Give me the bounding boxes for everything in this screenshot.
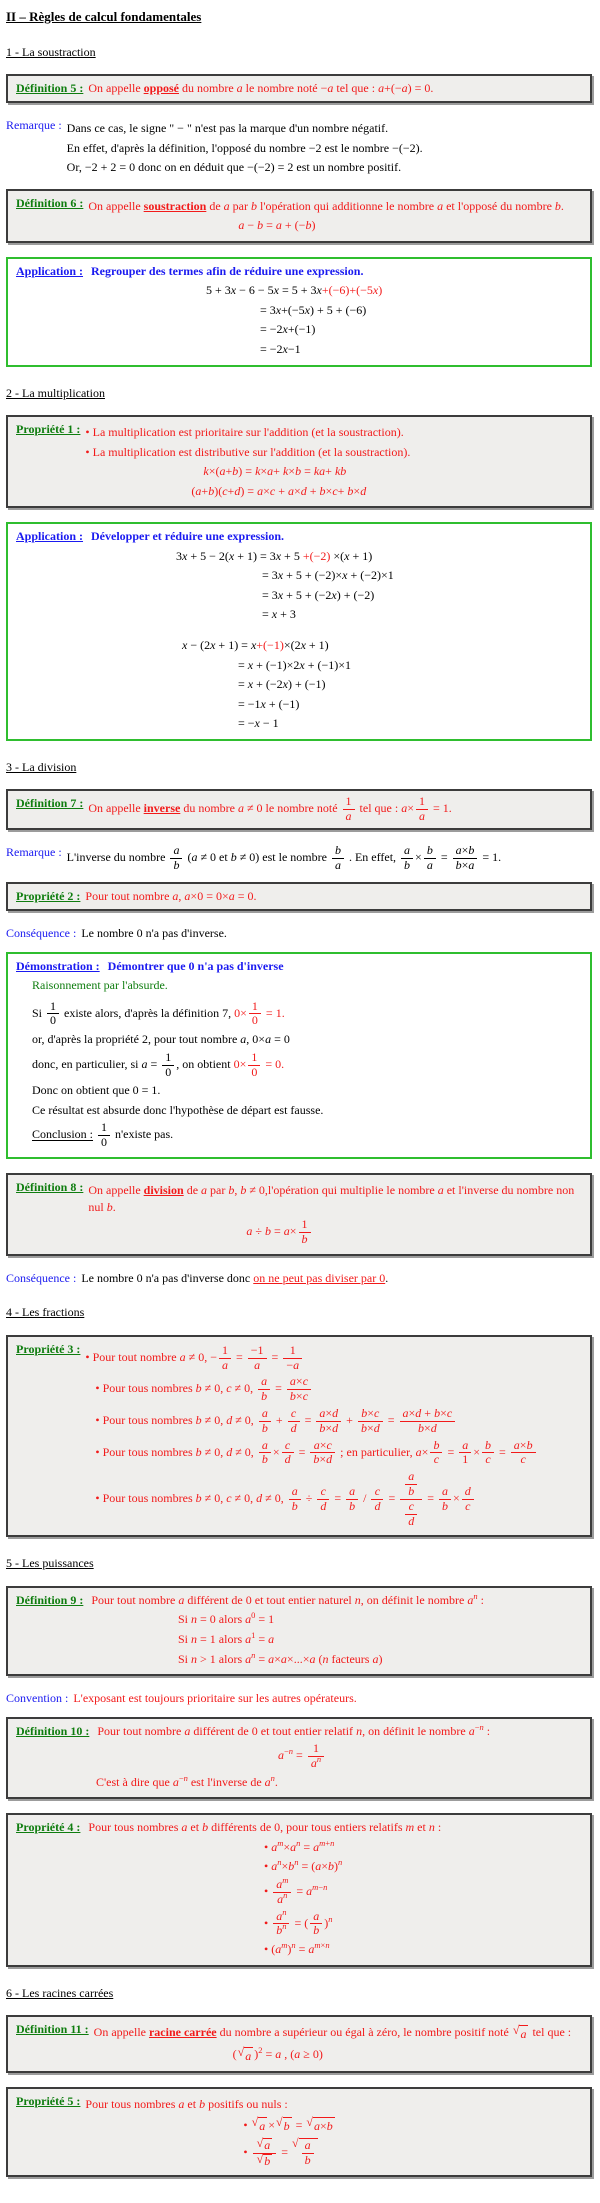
math-line: Si n = 0 alors $a^0 = 1$ — [178, 1610, 275, 1627]
math-line: C'est à dire que $a^{-n}$ est l'inverse de $a^n$. — [96, 1772, 278, 1789]
math-line: • Pour tout nombre a ≠ 0, − $\frac{1}{a}$ = $\frac{-1}{a}$ = $\frac{1}{-a}$ — [85, 1344, 582, 1373]
math-line: Pour tous nombres a et b positifs ou nuls : — [85, 2097, 288, 2112]
definition-6-box — [6, 189, 592, 243]
math-line: = 3x + 5 + (−2)×x + (−2)×1 — [262, 568, 394, 583]
math-line: • $\frac{a^m}{a^n}$ = $a^{m-n}$ — [264, 1875, 328, 1906]
remark-2-label: Remarque : — [6, 844, 62, 859]
math-line: On appelle soustraction de a par b l'opération qui additionne le nombre a et l'opposé du nombre b. — [88, 198, 564, 213]
remark-2-content: L'inverse du nombre $\frac{a}{b}$ (a ≠ 0 et b ≠ 0) est le nombre $\frac{b}{a}$ . En effet, $\frac{a}{b}$ × $\frac{b}{a}$ = $\frac{a\times b}{b\times a}$ = 1. — [66, 842, 502, 872]
property-3-box — [6, 1335, 592, 1538]
math-line: or, d'après la propriété 2, pour tout nombre a, 0×a = 0 — [32, 1032, 290, 1047]
convention-content: L'exposant est toujours prioritaire sur les autres opérateurs. — [73, 1691, 357, 1706]
math-line: • $a^m\times a^n = a^{m+n}$ — [264, 1837, 335, 1854]
property-2-box — [6, 882, 592, 911]
math-line: a − b = a + (−b) — [238, 218, 316, 233]
definition-11-label: Définition 11 : — [16, 2022, 89, 2037]
application-1-math — [16, 282, 582, 357]
property-4-rules — [16, 1839, 582, 1958]
math-line: En effet, d'après la définition, l'opposé du nombre −2 est le nombre −(−2). — [66, 140, 423, 155]
consequence-1 — [6, 925, 592, 942]
section-4-heading: 4 - Les fractions — [6, 1305, 85, 1320]
property-2-label: Propriété 2 : — [16, 889, 81, 904]
math-line: • √ a √ b = √ $\frac{a}{b}$ — [243, 2138, 582, 2169]
definition-10-body — [16, 1742, 582, 1790]
math-line: • La multiplication est distributive sur l'addition (et la soustraction). — [85, 444, 411, 459]
application-1-title: Regrouper des termes afin de réduire une expression. — [91, 263, 364, 278]
definition-5-box — [6, 74, 592, 103]
math-line: = −2x−1 — [260, 341, 301, 356]
section-3-heading: 3 - La division — [6, 759, 77, 774]
demonstration-label: Démonstration : — [16, 958, 100, 973]
demonstration-body — [16, 977, 582, 1150]
remark-1-content — [67, 117, 592, 179]
remark-1 — [6, 117, 592, 179]
section-1-heading: 1 - La soustraction — [6, 44, 96, 59]
definition-9-cases — [16, 1611, 582, 1667]
application-2-label: Application : — [16, 529, 84, 544]
property-5-content — [85, 2093, 582, 2171]
consequence-2-content: Le nombre 0 n'a pas d'inverse donc on ne peut pas diviser par 0. — [81, 1270, 389, 1285]
math-line: k×(a+b) = k×a+ k×b = ka+ kb — [203, 464, 347, 479]
application-1-title-row — [16, 263, 582, 280]
definition-7-label: Définition 7 : — [16, 796, 84, 811]
math-line: = 3x+(−5x) + 5 + (−6) — [260, 302, 367, 317]
math-line: = x + (−1)×2x + (−1)×1 — [238, 657, 352, 672]
definition-5-label: Définition 5 : — [16, 81, 84, 96]
application-2-math — [16, 548, 582, 732]
math-line: Si $\frac{1}{0}$ existe alors, d'après la définition 7, 0× $\frac{1}{0}$ = 1. — [32, 998, 285, 1028]
math-line: Si n > 1 alors $a^n = a\times a\times...\times a$ (n facteurs a) — [178, 1649, 383, 1666]
property-4-intro: Pour tous nombres a et b différents de 0, pour tous entiers relatifs m et n : — [88, 1820, 442, 1835]
math-line: • Pour tous nombres b ≠ 0, d ≠ 0, $\frac{a}{b}$ + $\frac{c}{d}$ = $\frac{a\times d}{b\times d}$ + $\frac{b\times c}{b\times d}$ = $\frac{a\times d + b\times c}{b\times d}$ — [95, 1407, 582, 1436]
definition-8-content — [88, 1179, 582, 1250]
math-line: • √ a × √ b = √ a×b — [243, 2115, 333, 2134]
math-line: a ÷ b = a× $\frac{1}{b}$ — [246, 1218, 582, 1247]
definition-10-intro: Pour tout nombre a différent de 0 et tout entier relatif n, on définit le nombre $a^{-n}$ : — [97, 1721, 491, 1738]
definition-9-box — [6, 1586, 592, 1676]
property-1-label: Propriété 1 : — [16, 422, 81, 437]
math-line: x − (2x + 1) = x+(−1)×(2x + 1) — [182, 637, 329, 652]
section-2-heading: 2 - La multiplication — [6, 385, 105, 400]
math-line: = x + (−2x) + (−1) — [238, 677, 326, 692]
section-6-heading: 6 - Les racines carrées — [6, 1985, 114, 2000]
math-line: • $\frac{a^n}{b^n}$ = ( $\frac{a}{b}$ )$^n$ — [264, 1906, 333, 1938]
math-line: • Pour tous nombres b ≠ 0, c ≠ 0, d ≠ 0, $\frac{a}{b}$ ÷ $\frac{c}{d}$ = $\frac{a}{b}$ / $\frac{c}{d}$ = $\frac{\frac{a}{b}}{\frac{c}{d}}$ = $\frac{a}{b}$ × $\frac{d}{c}$ — [95, 1470, 582, 1528]
page-title: II – Règles de calcul fondamentales — [6, 9, 202, 24]
math-line: 3x + 5 − 2(x + 1) = 3x + 5 +(−2) ×(x + 1) — [176, 548, 373, 563]
consequence-2 — [6, 1270, 592, 1287]
math-line: = −2x+(−1) — [260, 322, 316, 337]
definition-9-intro: Pour tout nombre a différent de 0 et tout entier naturel n, on définit le nombre $a^n$ : — [91, 1590, 484, 1607]
property-1-content — [85, 421, 582, 502]
math-line: = −x − 1 — [238, 716, 279, 731]
math-line: On appelle division de a par b, b ≠ 0,l'opération qui multiplie le nombre a et l'inverse du nombre non nul b. — [88, 1183, 575, 1214]
demonstration-title: Démontrer que 0 n'a pas d'inverse — [107, 958, 284, 973]
section-5-heading: 5 - Les puissances — [6, 1556, 94, 1571]
definition-7-content: On appelle inverse du nombre a ≠ 0 le nombre noté $\frac{1}{a}$ tel que : a× $\frac{1}{a}$ = 1. — [88, 794, 452, 824]
property-3-content — [85, 1341, 582, 1532]
definition-10-intro-row — [16, 1723, 582, 1740]
math-line: = x + 3 — [262, 607, 296, 622]
property-5-label: Propriété 5 : — [16, 2094, 81, 2109]
consequence-2-label: Conséquence : — [6, 1270, 77, 1285]
definition-10-label: Définition 10 : — [16, 1723, 90, 1738]
definition-8-box — [6, 1173, 592, 1256]
math-line: • $(a^m)^n = a^{m\times n}$ — [264, 1940, 330, 1957]
math-line: 5 + 3x − 6 − 5x = 5 + 3x+(−6)+(−5x) — [206, 283, 383, 298]
math-line: $a^{-n}$ = $\frac{1}{a^n}$ — [278, 1742, 582, 1771]
property-4-label: Propriété 4 : — [16, 1820, 81, 1835]
math-line: • $a^n\times b^n = (a\times b)^n$ — [264, 1857, 343, 1874]
definition-7-box — [6, 789, 592, 830]
property-4-intro-row — [16, 1819, 582, 1836]
math-line: Dans ce cas, le signe " − " n'est pas la marque d'un nombre négatif. — [66, 121, 389, 136]
math-line: • La multiplication est prioritaire sur l'addition (et la soustraction). — [85, 425, 404, 440]
property-2-content: Pour tout nombre a, a×0 = 0×a = 0. — [85, 889, 257, 904]
math-line: • Pour tous nombres b ≠ 0, d ≠ 0, $\frac{a}{b}$ × $\frac{c}{d}$ = $\frac{a\times c}{b\times d}$ ; en particulier, a× $\frac{b}{c}$ = $\frac{a}{1}$ × $\frac{b}{c}$ = $\frac{a\times b}{c}$ — [95, 1439, 582, 1468]
math-line: = 3x + 5 + (−2x) + (−2) — [262, 587, 375, 602]
application-2-box — [6, 522, 592, 740]
application-1-box — [6, 257, 592, 367]
property-4-box — [6, 1813, 592, 1966]
math-line: ( √ a )$^2$ = a , (a ≥ 0) — [232, 2044, 323, 2063]
definition-9-label: Définition 9 : — [16, 1592, 84, 1607]
definition-6-content — [88, 195, 582, 237]
math-line: Or, −2 + 2 = 0 donc on en déduit que −(−2) = 2 est un nombre positif. — [66, 160, 402, 175]
demonstration-box — [6, 952, 592, 1160]
property-3-label: Propriété 3 : — [16, 1341, 81, 1356]
definition-11-content — [94, 2021, 582, 2067]
math-line: = −1x + (−1) — [238, 696, 300, 711]
remark-2 — [6, 844, 592, 873]
math-line: Conclusion : $\frac{1}{0}$ n'existe pas. — [32, 1120, 174, 1150]
definition-10-box — [6, 1717, 592, 1800]
convention — [6, 1690, 592, 1707]
math-line: donc, en particulier, si a = $\frac{1}{0}$ , on obtient 0× $\frac{1}{0}$ = 0. — [32, 1049, 285, 1079]
remark-1-label: Remarque : — [6, 118, 62, 133]
convention-label: Convention : — [6, 1691, 69, 1706]
math-line: On appelle racine carrée du nombre a supérieur ou égal à zéro, le nombre positif noté √ a tel que : — [93, 2022, 572, 2041]
math-line: Raisonnement par l'absurde. — [32, 978, 168, 993]
consequence-1-label: Conséquence : — [6, 925, 77, 940]
property-1-box — [6, 415, 592, 508]
definition-6-label: Définition 6 : — [16, 195, 84, 210]
definition-11-box — [6, 2015, 592, 2073]
property-5-box — [6, 2087, 592, 2177]
application-2-title-row — [16, 528, 582, 545]
consequence-1-content: Le nombre 0 n'a pas d'inverse. — [81, 925, 227, 940]
demonstration-title-row — [16, 958, 582, 975]
math-line: (a+b)(c+d) = a×c + a×d + b×c+ b×d — [191, 483, 367, 498]
math-line: Donc on obtient que 0 = 1. — [32, 1083, 161, 1098]
math-line: Ce résultat est absurde donc l'hypothèse de départ est fausse. — [32, 1102, 324, 1117]
application-2-title: Développer et réduire une expression. — [91, 529, 284, 544]
definition-5-content: On appelle opposé du nombre a le nombre noté −a tel que : a+(−a) = 0. — [88, 81, 434, 96]
application-1-label: Application : — [16, 263, 84, 278]
definition-9-intro-row — [16, 1592, 582, 1609]
definition-8-label: Définition 8 : — [16, 1180, 84, 1195]
math-line: • Pour tous nombres b ≠ 0, c ≠ 0, $\frac{a}{b}$ = $\frac{a\times c}{b\times c}$ — [95, 1375, 582, 1404]
math-line: Si n = 1 alors $a^1 = a$ — [178, 1630, 275, 1647]
